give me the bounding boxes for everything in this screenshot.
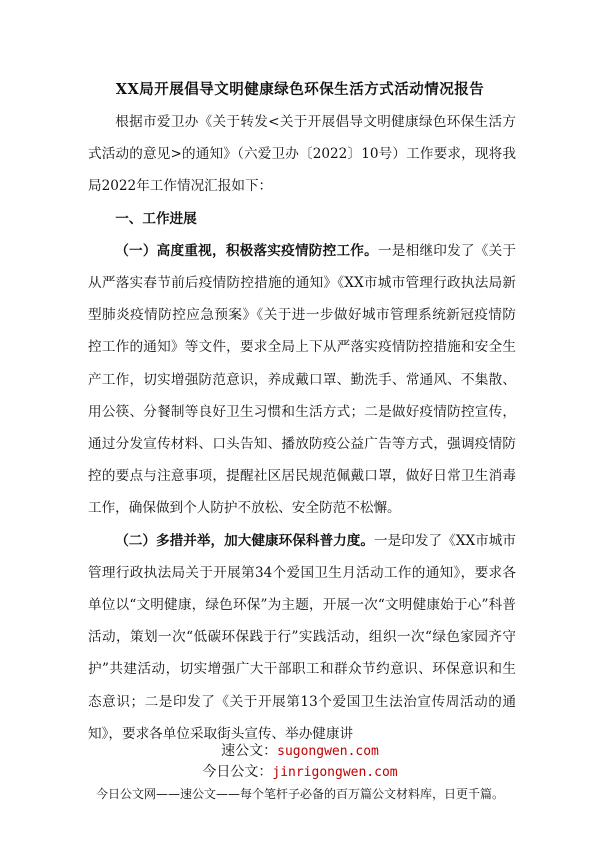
footer-line-1 xyxy=(0,741,600,762)
paragraph-1-lead: （一）高度重视，积极落实疫情防控工作。 xyxy=(115,242,378,259)
footer-label-1: 速公文： xyxy=(221,743,278,759)
paragraph-1-body: 一是相继印发了《关于从严落实春节前后疫情防控措施的通知》《XX市城市管理行政执法局新型肺炎疫情防控应急预案》《关于进一步做好城市管理系统新冠疫情防控工作的通知》等文件，要求全局上下从严落实疫情防控措施和安全生产工作，切实增强防范意识，养成戴口罩、勤洗手、常通风、不集散、用公筷、分餐制等良好卫生习惯和生活方式；二是做好疫情防控宣传，通过分发宣传材料、口头告知、播放防疫公益广告等方式，强调疫情防控的要点与注意事项，提醒社区居民规范佩戴口罩，做好日常卫生消毒工作，确保做到个人防护不放松、安全防范不松懈。 xyxy=(88,242,517,517)
paragraph-2-body: 一是印发了《XX市城市管理行政执法局关于开展第34个爱国卫生月活动工作的通知》，要求各单位以“文明健康，绿色环保”为主题，开展一次“文明健康始于心”科普活动，策划一次“低碳环保践于行”实践活动，组织一次“绿色家园齐守护”共建活动，切实增强广大干部职工和群众节约意识、环保意识和生态意识；二是印发了《关于开展第13个爱国卫生法治宣传周活动的通知》，要求各单位采取街头宣传、举办健康讲 xyxy=(88,532,516,742)
footer-line-2 xyxy=(0,762,600,783)
document-body xyxy=(88,106,516,750)
document-title: XX局开展倡导文明健康绿色环保生活方式活动情况报告 xyxy=(115,81,485,98)
footer-tagline: 今日公文网——速公文——每个笔杆子必备的百万篇公文材料库，日更千篇。 xyxy=(95,787,504,801)
footer-link-1[interactable]: sugongwen.com xyxy=(277,744,379,759)
intro-paragraph: 根据市爱卫办《关于转发<关于开展倡导文明健康绿色环保生活方式活动的意见>的通知》（六爱卫办〔2022〕10号）工作要求，现将我局2022年工作情况汇报如下： xyxy=(88,114,516,195)
footer-link-2[interactable]: jinrigongwen.com xyxy=(272,765,398,780)
section-heading: 一、工作进展 xyxy=(115,210,197,227)
paragraph-1 xyxy=(88,235,516,525)
footer xyxy=(0,741,600,803)
footer-label-2: 今日公文： xyxy=(202,764,273,780)
paragraph-2 xyxy=(88,525,516,750)
paragraph-2-lead: （二）多措并举，加大健康环保科普力度。 xyxy=(115,532,375,549)
